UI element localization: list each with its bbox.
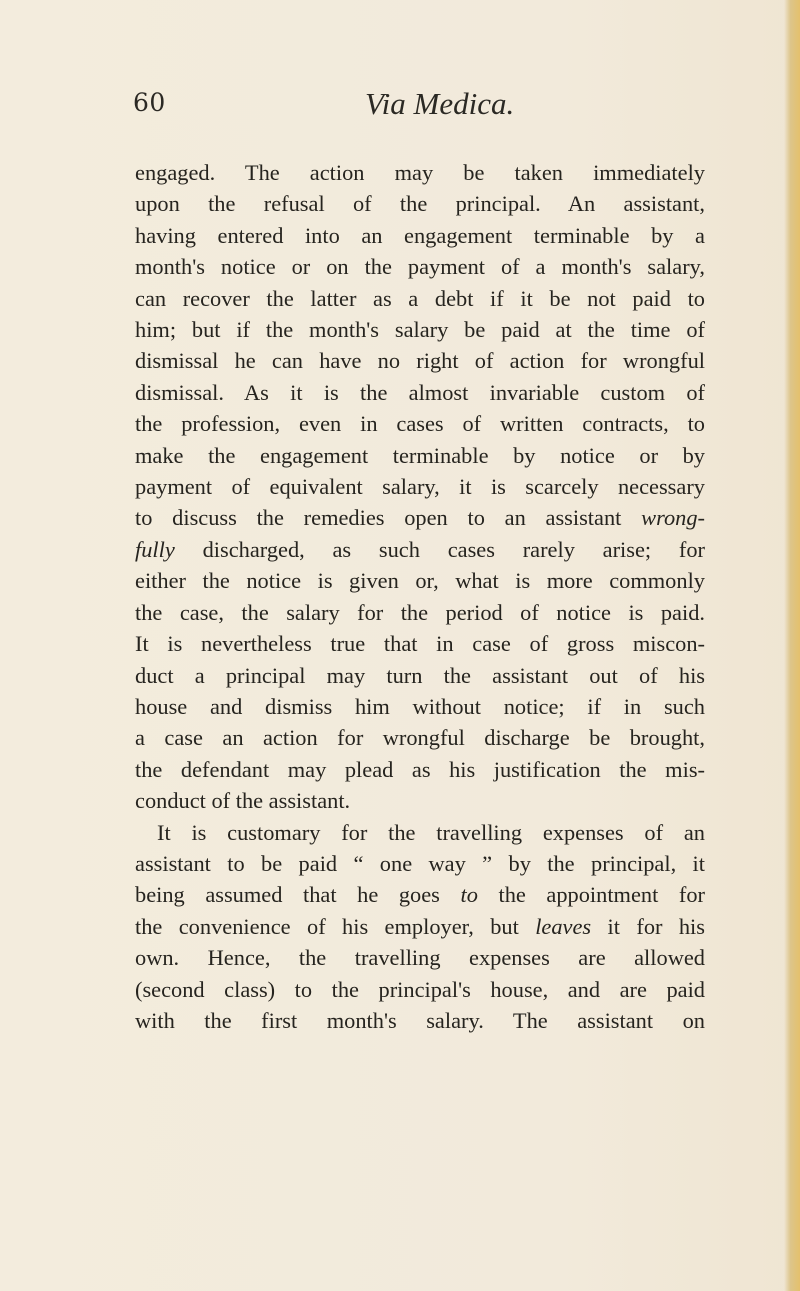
text-line [135,502,705,533]
text-segment: discharged, as such cases rarely arise; for [202,536,705,562]
text-line: a case an action for wrongful discharge be brought, [135,725,705,751]
page-number: 60 [133,88,166,117]
text-line: conduct of the assistant. [135,788,351,814]
text-segment: the convenience of his employer, but [135,913,519,939]
text-line: upon the refusal of the principal. An assistant, [135,191,705,217]
text-line [135,911,705,942]
text-line: It is nevertheless true that in case of gross miscon- [135,631,705,657]
text-line: can recover the latter as a debt if it be not paid to [135,285,705,311]
text-line: payment of equivalent salary, it is scarcely necessary [135,474,705,500]
text-line: with the first month's salary. The assistant on [135,1007,705,1033]
text-line: either the notice is given or, what is more commonly [135,568,705,594]
text-line: month's notice or on the payment of a month's salary, [135,254,705,280]
page-edge [784,0,800,1291]
text-line: duct a principal may turn the assistant out of his [135,662,705,688]
text-line: make the engagement terminable by notice or by [135,442,705,468]
body-text [135,157,705,1036]
text-segment: it for his [607,913,705,939]
text-segment: to discuss the remedies open to an assistant [135,505,622,531]
text-line: the defendant may plead as his justification the mis- [135,756,705,782]
text-line: house and dismiss him without notice; if in such [135,693,705,719]
italic-word: wrong- [641,505,705,531]
text-line: engaged. The action may be taken immediately [135,160,705,185]
italic-word: fully [135,536,175,562]
text-line: It is customary for the travelling expenses of an [157,819,705,845]
text-line: (second class) to the principal's house, and are paid [135,976,705,1002]
text-line: own. Hence, the travelling expenses are allowed [135,945,705,971]
italic-word: to [460,882,478,908]
text-segment: being assumed that he goes [135,882,440,908]
running-title: Via Medica. [365,86,515,121]
text-line: having entered into an engagement terminable by a [135,222,705,248]
text-line: him; but if the month's salary be paid at the time of [135,317,705,343]
text-line: dismissal. As it is the almost invariable custom of [135,379,705,405]
text-line [135,534,705,565]
text-line: assistant to be paid “ one way ” by the principal, it [135,850,705,876]
italic-word: leaves [535,913,592,939]
text-line [135,879,705,910]
text-line: dismissal he can have no right of action for wrongful [135,348,705,374]
text-line: the case, the salary for the period of notice is paid. [135,599,705,625]
text-segment: the appointment for [498,882,705,908]
text-line: the profession, even in cases of written contracts, to [135,411,705,437]
